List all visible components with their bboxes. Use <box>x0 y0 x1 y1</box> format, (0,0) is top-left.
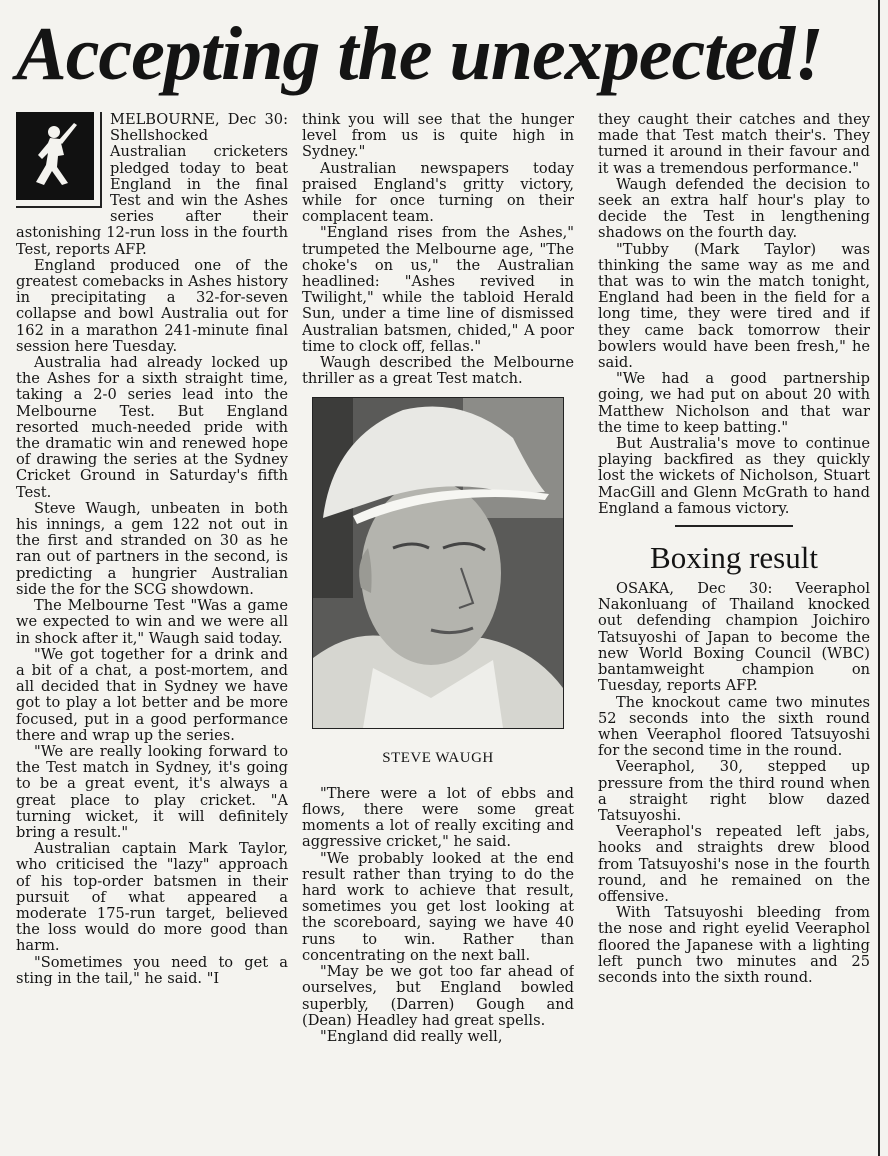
paragraph: The knockout came two minutes 52 seconds into the sixth round when Veeraphol floored Tatsuyoshi for the second time in the round. <box>598 693 870 760</box>
paragraph: OSAKA, Dec 30: Veeraphol Nakonluang of Thailand knocked out defending champion Joichiro Tatsuyoshi of Japan to become the new World Boxing Council (WBC) bantamweight champion on Tuesday, reports AFP. <box>598 580 870 695</box>
paragraph: "We had a good partnership going, we had put on about 20 with Matthew Nicholson and that war the time to keep batting." <box>598 370 870 436</box>
cricket-story-part-2 <box>302 112 574 387</box>
paragraph: With Tatsuyoshi bleeding from the nose and right eyelid Veeraphol floored the Japanese with a lighting left punch two minutes and 25 seconds into the sixth round. <box>598 904 870 986</box>
article-column-3 <box>598 112 870 1142</box>
photo-block <box>312 397 564 765</box>
article-column-1 <box>16 112 288 1142</box>
photo-caption: STEVE WAUGH <box>382 749 494 766</box>
paragraph: "There were a lot of ebbs and flows, there were some great moments a lot of really exciting and aggressive cricket," he said. <box>302 784 574 851</box>
headline: Accepting the unexpected! <box>16 12 823 96</box>
paragraph: Waugh described the Melbourne thriller as a great Test match. <box>302 354 574 388</box>
steve-waugh-photo <box>312 397 564 729</box>
page-edge-rule <box>878 0 880 1156</box>
paragraph: Veeraphol's repeated left jabs, hooks and straights drew blood from Tatsuyoshi's nose in the fourth round, and he remained on the offensive. <box>598 823 870 905</box>
paragraph: "Tubby (Mark Taylor) was thinking the same way as me and that was to win the match tonight, England had been in the field for a long time, they were tired and if they came back tomorrow their bowlers would have been fresh," he said. <box>598 240 870 372</box>
paragraph: The Melbourne Test "Was a game we expected to win and we were all in shock after it," Waugh said today. <box>16 597 288 647</box>
paragraph: "We probably looked at the end result rather than trying to do the hard work to achieve that result, sometimes you get lost looking at the scoreboard, saying we have 40 runs to win. Rather than concentrating on the next ball. <box>302 849 574 964</box>
cricketer-icon <box>24 119 86 193</box>
paragraph: But Australia's move to continue playing backfired as they quickly lost the wickets of Nicholson, Stuart MacGill and Glenn McGrath to hand England a famous victory. <box>598 435 870 517</box>
paragraph: MELBOURNE, Dec 30: Shellshocked Australian cricketers pledged today to beat England in the final Test and win the Ashes series after their astonishing 12-run loss in the fourth Test, reports AFP. <box>16 112 288 258</box>
paragraph: "Sometimes you need to get a sting in the tail," he said. "I <box>16 953 288 987</box>
paragraph: Australian captain Mark Taylor, who criticised the "lazy" approach of his top-order batsmen in their pursuit of what appeared a moderate 175-run target, believed the loss would do more good than harm. <box>16 840 288 955</box>
article-column-2 <box>302 112 574 1142</box>
paragraph: Waugh defended the decision to seek an extra half hour's play to decide the Test in lengthening shadows on the fourth day. <box>598 175 870 242</box>
paragraph: they caught their catches and they made that Test match their's. They turned it around in their favour and it was a tremendous performance." <box>598 112 870 177</box>
cricket-story-part-1 <box>16 112 288 987</box>
cricket-logo <box>16 112 102 208</box>
paragraph: "May be we got too far ahead of ourselves, but England bowled superbly, (Darren) Gough and (Dean) Headley had great spells. <box>302 963 574 1029</box>
cricket-story-part-3 <box>302 786 574 1045</box>
paragraph: Steve Waugh, unbeaten in both his innings, a gem 122 not out in the first and stranded on 30 as he ran out of partners in the second, is predicting a hungrier Australian side the for the SCG showdown. <box>16 499 288 598</box>
paragraph: Australia had already locked up the Ashes for a sixth straight time, taking a 2-0 series lead into the Melbourne Test. But England resorted much-needed pride with the dramatic win and renewed hope of drawing the series at the Sydney Cricket Ground in Saturday's fifth Test. <box>16 354 288 501</box>
paragraph: "England rises from the Ashes," trumpeted the Melbourne age, "The choke's on us," the Australian headlined: "Ashes revived in Twilight," while the tabloid Herald Sun, under a time line of dismissed Australian batsmen, chided," A poor time to clock off, fellas." <box>302 224 574 355</box>
paragraph: "We got together for a drink and a bit of a chat, a post-mortem, and all decided that in Sydney we have got to play a lot better and be more focused, put in a good performance there and wrap up the series. <box>16 645 288 744</box>
paragraph: Veeraphol, 30, stepped up pressure from the third round when a straight right blow dazed Tatsuyoshi. <box>598 758 870 824</box>
section-divider <box>675 525 793 527</box>
cricket-story-part-4 <box>598 112 870 517</box>
paragraph: England produced one of the greatest comebacks in Ashes history in precipitating a 32-for-seven collapse and bowl Australia out for 162 in a marathon 241-minute final session here Tuesday. <box>16 256 288 355</box>
paragraph: "We are really looking forward to the Test match in Sydney, it's going to be a great event, it's always a great place to play cricket. "A turning wicket, it will definitely bring a result." <box>16 742 288 841</box>
paragraph: think you will see that the hunger level from us is quite high in Sydney." <box>302 112 574 161</box>
paragraph: Australian newspapers today praised England's gritty victory, while for once turning on their complacent team. <box>302 159 574 226</box>
boxing-story <box>598 581 870 986</box>
paragraph: "England did really well, <box>320 1027 503 1045</box>
boxing-headline: Boxing result <box>650 540 818 576</box>
